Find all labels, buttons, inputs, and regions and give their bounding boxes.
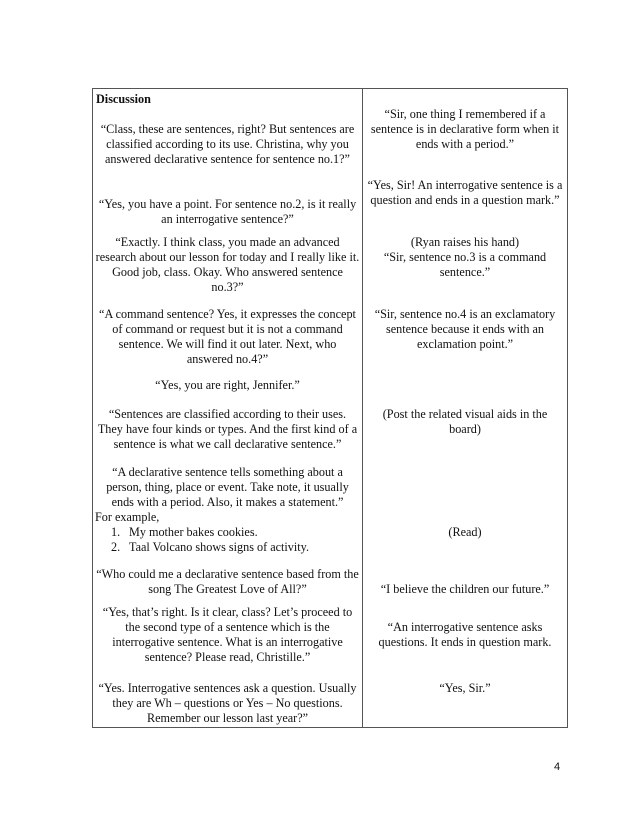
student-line-2: “Yes, Sir! An interrogative sentence is a question and ends in a question mark.” bbox=[367, 178, 563, 207]
for-example-label: For example, bbox=[95, 510, 160, 524]
student-line-6: “An interrogative sentence asks questions. It ends in question mark. bbox=[378, 620, 552, 649]
teacher-activity-column bbox=[93, 89, 363, 727]
student-line-5: “I believe the children our future.” bbox=[380, 582, 550, 596]
student-line-7: “Yes, Sir.” bbox=[439, 681, 491, 695]
example-item: 1. My mother bakes cookies. bbox=[111, 525, 258, 539]
teacher-line-9: “Yes, that’s right. Is it clear, class? Let’s proceed to the second type of a sentence which is the interrogative sentence. What is an interrogative sentence? Please read, Christille.” bbox=[102, 605, 353, 664]
student-action-1: (Ryan raises his hand) bbox=[410, 235, 520, 249]
teacher-line-2: “Yes, you have a point. For sentence no.2, is it really an interrogative sentence?” bbox=[98, 197, 357, 226]
student-line-3: “Sir, sentence no.3 is a command sentence.” bbox=[383, 250, 547, 279]
example-list bbox=[93, 525, 362, 555]
student-action-3: (Read) bbox=[448, 525, 482, 539]
teacher-line-6: “Sentences are classified according to their uses. They have four kinds or types. And the first kind of a sentence is what we call declarative sentence.” bbox=[97, 407, 358, 451]
teacher-line-4: “A command sentence? Yes, it expresses the concept of command or request but it is not a command sentence. We will find it out later. Next, who answered no.4?” bbox=[99, 307, 356, 366]
student-line-4: “Sir, sentence no.4 is an exclamatory sentence because it ends with an exclamation point.” bbox=[374, 307, 556, 351]
teacher-line-7: “A declarative sentence tells something about a person, thing, place or event. Take note, it usually ends with a period. Also, it makes a statement.” bbox=[106, 465, 349, 509]
teacher-line-8: “Who could me a declarative sentence based from the song The Greatest Love of All?” bbox=[96, 567, 359, 596]
page-number: 4 bbox=[554, 761, 561, 773]
teacher-line-5: “Yes, you are right, Jennifer.” bbox=[155, 378, 300, 392]
teacher-line-3: “Exactly. I think class, you made an advanced research about our lesson for today and I really like it. Good job, class. Okay. Who answered sentence no.3?” bbox=[95, 235, 360, 294]
discussion-heading: Discussion bbox=[96, 92, 151, 106]
student-action-2: (Post the related visual aids in the board) bbox=[382, 407, 548, 436]
teacher-line-10: “Yes. Interrogative sentences ask a question. Usually they are Wh – questions or Yes – No questions. Remember our lesson last year?” bbox=[98, 681, 357, 725]
student-line-1: “Sir, one thing I remembered if a sentence is in declarative form when it ends with a period.” bbox=[370, 107, 560, 151]
lesson-table bbox=[92, 88, 568, 728]
example-item: 2. Taal Volcano shows signs of activity. bbox=[111, 540, 310, 554]
student-activity-column bbox=[363, 89, 567, 727]
teacher-line-1: “Class, these are sentences, right? But sentences are classified according to its use. Christina, why you answered declarative sentence for sentence no.1?” bbox=[100, 122, 355, 166]
